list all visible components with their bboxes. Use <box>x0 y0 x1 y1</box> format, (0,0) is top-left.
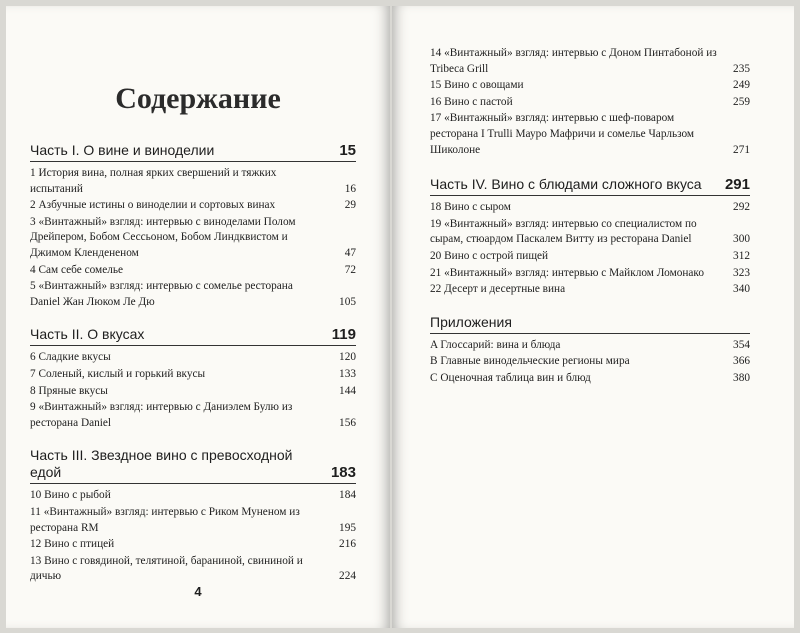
toc-entries <box>430 338 750 387</box>
toc-entry-page: 366 <box>733 355 750 368</box>
toc-entry-page: 259 <box>733 95 750 108</box>
part-title: Часть II. О вкусах <box>30 326 145 343</box>
toc-entry <box>430 46 750 77</box>
toc-entry-title: C Оценочная таблица вин и блюд <box>430 371 591 384</box>
toc-entry-title: 21 «Винтажный» взгляд: интервью с Майклом Ломонако <box>430 266 704 279</box>
page-title: Содержание <box>115 82 281 115</box>
toc-entry <box>430 371 750 387</box>
toc-entry <box>430 266 750 282</box>
toc-entry-title: 11 «Винтажный» взгляд: интервью с Риком Муненом из ресторана RM <box>30 505 300 534</box>
toc-part-heading <box>30 142 356 162</box>
toc-part-heading <box>430 314 750 334</box>
toc-entry-page: 380 <box>733 371 750 384</box>
toc-entry-title: B Главные винодельческие регионы мира <box>430 355 630 368</box>
toc-entry-page: 235 <box>733 62 750 75</box>
toc-entry-title: 12 Вино с птицей <box>30 538 115 551</box>
toc-entry-page: 271 <box>733 143 750 156</box>
toc-entry-page: 292 <box>733 201 750 214</box>
toc-entry-title: 19 «Винтажный» взгляд: интервью со специалистом по сырам, стюардом Паскалем Витту из ресторана Daniel <box>430 217 697 246</box>
toc-entry-title: 9 «Винтажный» взгляд: интервью с Даниэлем Булю из ресторана Daniel <box>30 401 293 429</box>
toc-part-heading <box>430 176 750 196</box>
toc-entry-title: 22 Десерт и десертные вина <box>430 283 566 296</box>
page-number: 4 <box>194 584 202 599</box>
toc-entry-title: 1 История вина, полная ярких свершений и тяжких испытаний <box>30 167 277 195</box>
toc-entry-title: 8 Пряные вкусы <box>30 384 108 397</box>
toc-entry-page: 16 <box>344 182 356 195</box>
part-title: Часть III. Звездное вино с превосходной едой <box>30 447 293 481</box>
part-page-number: 119 <box>331 326 356 344</box>
toc-entry-title: 14 «Винтажный» взгляд: интервью с Доном Пинтабоной из Tribeca Grill <box>430 47 717 75</box>
toc-entry-page: 354 <box>733 338 750 351</box>
toc-entry <box>430 282 750 298</box>
toc-entry-page: 195 <box>339 521 356 534</box>
toc-entry-page: 300 <box>733 233 750 246</box>
toc-entry <box>430 217 750 248</box>
toc-entry <box>430 95 750 111</box>
toc-entry-page: 224 <box>339 570 356 583</box>
toc-entry-title: 15 Вино с овощами <box>430 79 524 92</box>
toc-entry <box>430 249 750 265</box>
toc-entry-title: 5 «Винтажный» взгляд: интервью с сомелье ресторана Daniel Жан Люком Ле Дю <box>30 280 293 308</box>
toc-entries <box>30 166 356 310</box>
toc-entry <box>30 537 356 553</box>
right-toc <box>430 46 750 403</box>
toc-entry <box>30 198 356 214</box>
toc-entry <box>430 78 750 94</box>
part-title: Часть I. О вине и виноделии <box>30 142 215 158</box>
toc-part <box>30 142 356 310</box>
toc-entry-page: 133 <box>339 367 356 380</box>
toc-entry-page: 144 <box>339 384 356 397</box>
part-page-number: 291 <box>724 176 750 194</box>
toc-entry <box>430 338 750 354</box>
toc-entries <box>430 200 750 298</box>
toc-part-heading <box>30 447 356 484</box>
part-page-number: 183 <box>330 464 356 482</box>
toc-entry-page: 105 <box>339 295 356 308</box>
toc-entry-page: 29 <box>344 199 356 212</box>
toc-entry <box>30 384 356 400</box>
toc-part <box>430 314 750 387</box>
left-toc <box>30 142 356 601</box>
toc-part <box>30 326 356 431</box>
toc-entry <box>30 367 356 383</box>
toc-entry-title: A Глоссарий: вина и блюда <box>430 338 561 351</box>
right-page <box>392 6 794 628</box>
toc-entry <box>430 111 750 158</box>
toc-entries <box>30 488 356 585</box>
toc-entry <box>30 166 356 197</box>
toc-part <box>30 447 356 585</box>
toc-entry-title: 2 Азбучные истины о виноделии и сортовых винах <box>30 199 276 212</box>
toc-entry-title: 18 Вино с сыром <box>430 201 511 214</box>
toc-entry-title: 10 Вино с рыбой <box>30 489 111 502</box>
toc-entry-page: 312 <box>733 249 750 262</box>
toc-entry-title: 6 Сладкие вкусы <box>30 351 111 364</box>
toc-entry <box>30 488 356 504</box>
toc-entry <box>30 263 356 279</box>
toc-entry-page: 340 <box>733 283 750 296</box>
toc-entry-page: 72 <box>344 263 356 276</box>
toc-entry <box>430 354 750 370</box>
toc-entry-page: 47 <box>344 246 356 259</box>
toc-entry <box>30 215 356 262</box>
toc-entry-title: 20 Вино с острой пищей <box>430 249 549 262</box>
continued-entries <box>430 46 750 158</box>
toc-entry-page: 323 <box>733 266 750 279</box>
part-title: Приложения <box>430 313 512 330</box>
toc-entry <box>30 505 356 536</box>
toc-entry-page: 249 <box>733 79 750 92</box>
toc-entries <box>30 350 356 431</box>
toc-entry-page: 216 <box>339 538 356 551</box>
toc-entry-title: 17 «Винтажный» взгляд: интервью с шеф-поваром ресторана I Trulli Мауро Мафричи и сомелье Чарльзом Шиколоне <box>430 112 695 156</box>
toc-part <box>430 176 750 298</box>
toc-entry <box>30 400 356 431</box>
part-page-number: 15 <box>339 142 356 159</box>
toc-entry-page: 120 <box>339 351 356 364</box>
toc-entry <box>30 279 356 310</box>
toc-entry-title: 7 Соленый, кислый и горький вкусы <box>30 367 206 380</box>
toc-entry <box>30 554 356 585</box>
left-page <box>6 6 390 628</box>
toc-part-heading <box>30 326 356 346</box>
toc-entry-title: 13 Вино с говядиной, телятиной, бараниной, свининой и дичью <box>30 554 303 583</box>
toc-entry-page: 184 <box>339 489 356 502</box>
part-title: Часть IV. Вино с блюдами сложного вкуса <box>430 176 702 193</box>
toc-entry-page: 156 <box>339 416 356 429</box>
toc-entry-title: 4 Сам себе сомелье <box>30 263 124 276</box>
toc-entry <box>430 200 750 216</box>
toc-entry <box>30 350 356 366</box>
toc-entry-title: 16 Вино с пастой <box>430 95 513 108</box>
toc-entry-title: 3 «Винтажный» взгляд: интервью с виноделами Полом Дрейпером, Бобом Сессьоном, Бобом Линдквистом и Джимом Клендененом <box>30 215 296 259</box>
